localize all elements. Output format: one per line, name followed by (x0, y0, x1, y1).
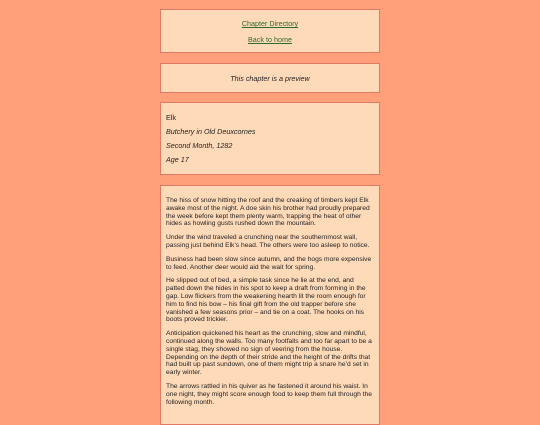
back-to-home-link[interactable]: Back to home (248, 35, 292, 44)
story-paragraph: Business had been slow since autumn, and the hogs more expensive to feed. Another deer would aid the wait for spring. (166, 255, 372, 271)
character-name: Elk (166, 113, 176, 122)
character-age: Age 17 (166, 155, 189, 164)
navigation-panel (160, 9, 380, 53)
preview-notice: This chapter is a preview (230, 74, 310, 83)
story-paragraph: He slipped out of bed, a simple task since he lie at the end, and patted down the hides in his spot to keep a draft from forming in the gap. Low flickers from the weakening hearth lit the room enough for him to find his bow – his final gift from the old trapper before she vanished a few seasons prior – and tie on a coat. The hooks on his boots proved trickier. (166, 277, 366, 324)
chapter-date: Second Month, 1282 (166, 141, 233, 150)
story-panel (160, 185, 380, 425)
story-paragraph: Anticipation quickened his heart as the crunching, slow and mindful, continued along the walls. Too many footfalls and too far apart to be a single stag, they showed no sign of veering from the house. Depending on the depth of their stride and the height of the drifts that had built up past sundown, one of them might trip a snare he’d set in early winter. (166, 330, 372, 377)
chapter-title: Butchery in Old Deuxcornes (166, 127, 256, 136)
story-paragraph: Under the wind traveled a crunching near the southernmost wall, passing just behind Elk’s head. The others were too asleep to notice. (166, 234, 370, 249)
story-paragraph: The arrows rattled in his quiver as he fastened it around his waist. In one night, they might score enough food to keep them full through the following month. (166, 382, 372, 406)
preview-notice-panel (160, 63, 380, 93)
chapter-directory-link[interactable]: Chapter Directory (241, 19, 299, 28)
story-paragraph: The hiss of snow hitting the roof and the creaking of timbers kept Elk awake most of the night. A doe skin his brother had proudly prepared the week before kept them plenty warm, trapping the heat of other hides as howling gusts rushed down the mountain. (166, 197, 370, 228)
chapter-meta-panel (160, 102, 380, 175)
